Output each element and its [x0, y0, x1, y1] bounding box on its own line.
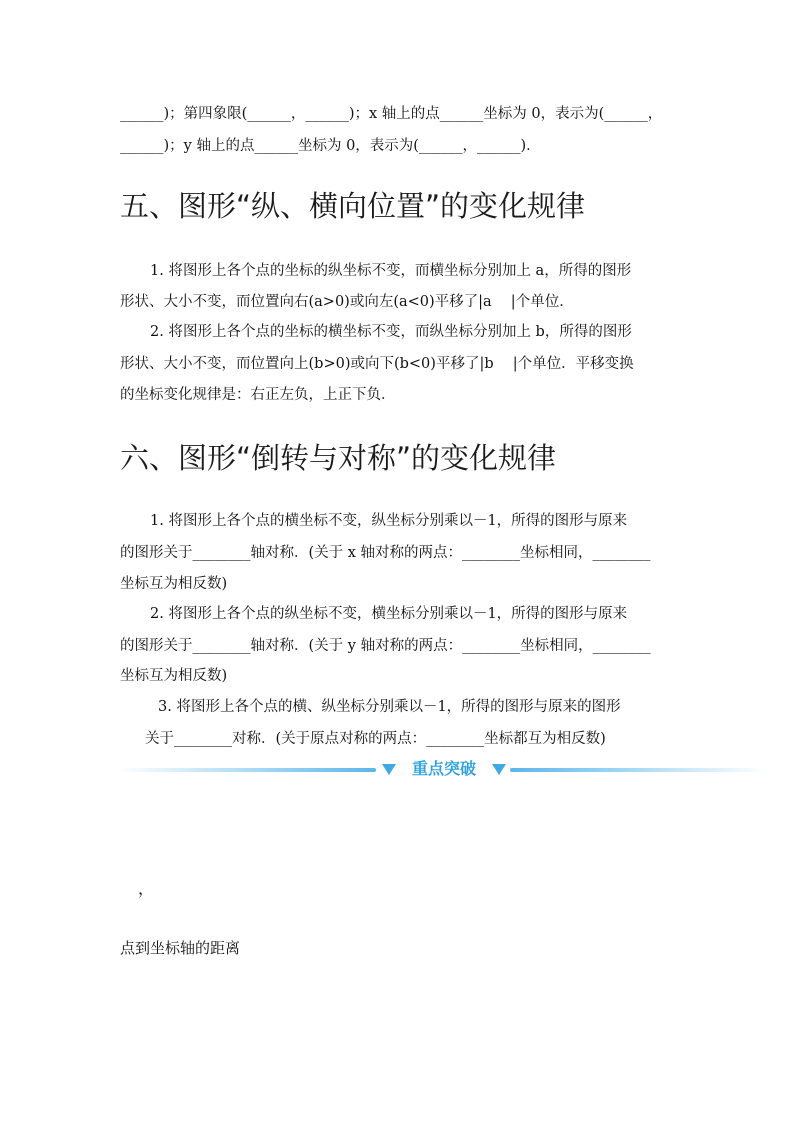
s6-p2-line1: 2. 将图形上各个点的纵坐标不变，横坐标分别乘以－1，所得的图形与原来 — [150, 606, 628, 622]
banner-rule-right — [510, 768, 768, 772]
banner-rule-left — [118, 768, 376, 772]
s6-p3-line2: 关于________对称．(关于原点对称的两点：________坐标都互为相反数) — [145, 731, 606, 747]
s6-p1-line2: 的图形关于________轴对称．(关于 x 轴对称的两点：________坐标相同，________ — [120, 545, 651, 561]
banner-title: 重点突破 — [411, 759, 476, 778]
stray-comma: ， — [138, 879, 155, 898]
s5-p1-line2: 形状、大小不变，而位置向右(a>0)或向左(a<0)平移了|a |个单位． — [120, 294, 574, 310]
s6-p2-line2: 的图形关于________轴对称．(关于 y 轴对称的两点：________坐标相同，________ — [120, 638, 651, 654]
s5-p2-line3: 的坐标变化规律是：右正左负，上正下负． — [120, 387, 396, 403]
s6-p3-line1: 3. 将图形上各个点的横、纵坐标分别乘以－1，所得的图形与原来的图形 — [158, 699, 621, 715]
coord-line-2: ______)；y 轴上的点______坐标为 0，表示为(______，______)． — [120, 138, 541, 154]
banner-triangle-left-icon — [382, 764, 396, 775]
banner-triangle-right-icon — [492, 764, 506, 775]
coord-line-1: ______)；第四象限(______，______)；x 轴上的点______坐标为 0，表示为(______， — [120, 106, 663, 122]
subheading: 点到坐标轴的距离 — [120, 939, 241, 957]
section-banner — [118, 760, 768, 780]
section-6-heading: 六、图形“倒转与对称”的变化规律 — [120, 441, 557, 475]
s5-p2-line1: 2. 将图形上各个点的坐标的横坐标不变，而纵坐标分别加上 b，所得的图形 — [150, 324, 632, 340]
s6-p1-line3: 坐标互为相反数) — [120, 576, 228, 592]
s5-p2-line2: 形状、大小不变，而位置向上(b>0)或向下(b<0)平移了|b |个单位．平移变换 — [120, 356, 634, 372]
s5-p1-line1: 1. 将图形上各个点的坐标的纵坐标不变，而横坐标分别加上 a，所得的图形 — [150, 263, 632, 279]
s6-p1-line1: 1. 将图形上各个点的横坐标不变，纵坐标分别乘以－1，所得的图形与原来 — [150, 513, 628, 529]
section-5-heading: 五、图形“纵、横向位置”的变化规律 — [120, 189, 586, 223]
s6-p2-line3: 坐标互为相反数) — [120, 668, 228, 684]
